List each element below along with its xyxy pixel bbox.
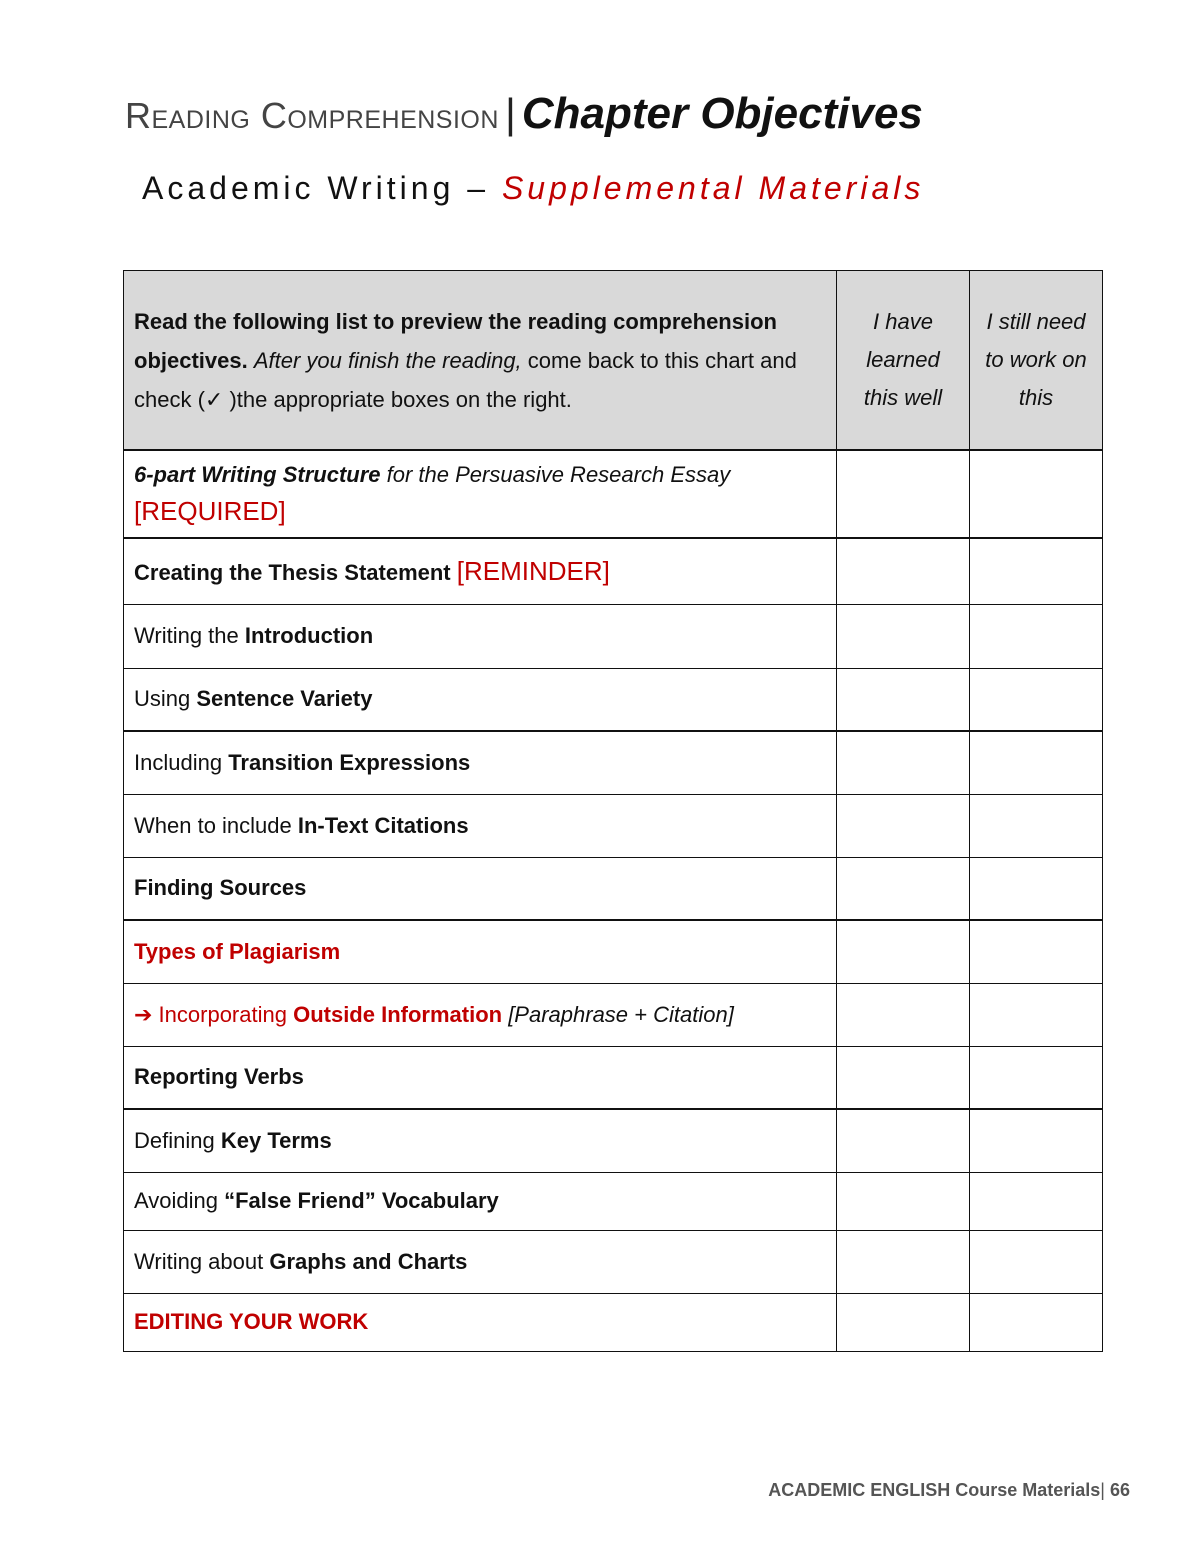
objective-cell: [124, 604, 837, 668]
subtitle-academic-writing: Academic Writing –: [142, 170, 490, 206]
checkbox-learned[interactable]: [837, 450, 970, 538]
checkbox-learned[interactable]: [837, 983, 970, 1046]
objective-text: Types of Plagiarism: [134, 938, 341, 964]
objective-text-bold: In-Text Citations: [297, 812, 469, 838]
table-row: [124, 794, 1103, 857]
instructions-bold: Read the following list to preview the reading comprehension objectives.: [134, 308, 777, 373]
checkbox-need-work[interactable]: [970, 668, 1103, 731]
objective-cell: [124, 857, 837, 920]
checkbox-need-work[interactable]: [970, 731, 1103, 794]
objective-text: Writing the: [134, 623, 245, 648]
objective-cell: [124, 450, 837, 538]
objective-text: When to include: [134, 812, 298, 838]
checkbox-need-work[interactable]: [970, 794, 1103, 857]
table-row: [124, 1293, 1103, 1351]
objective-cell: [124, 920, 837, 983]
required-tag: [REQUIRED]: [134, 496, 286, 526]
column-header-need-work: I still need to work on this: [970, 271, 1103, 451]
title-chapter-objectives: Chapter Objectives: [521, 89, 923, 138]
objective-text: Incorporating: [152, 1001, 294, 1027]
table-row: [124, 920, 1103, 983]
page-number: 66: [1109, 1480, 1130, 1500]
checkbox-learned[interactable]: [837, 668, 970, 731]
objective-text-bold: Introduction: [244, 623, 374, 648]
objective-text-bold: Outside Information: [293, 1001, 503, 1027]
objective-cell: [124, 731, 837, 794]
footer-label: ACADEMIC ENGLISH Course Materials: [768, 1480, 1101, 1500]
objective-cell: [124, 668, 837, 731]
page-title: [125, 86, 923, 144]
objective-cell: [124, 1172, 837, 1230]
objective-text: Including: [134, 749, 229, 775]
objectives-table: [123, 270, 1103, 1352]
objective-text-italic: [Paraphrase + Citation]: [502, 1001, 734, 1027]
objective-text: Defining: [134, 1127, 221, 1153]
checkbox-need-work[interactable]: [970, 538, 1103, 604]
checkbox-need-work[interactable]: [970, 1293, 1103, 1351]
subtitle-supplemental: Supplemental Materials: [501, 170, 925, 206]
checkbox-learned[interactable]: [837, 920, 970, 983]
objective-cell: [124, 1293, 837, 1351]
instructions-rest: come back to this chart and check (✓ )the appropriate boxes on the right.: [134, 347, 797, 412]
table-row: [124, 538, 1103, 604]
table-row: [124, 1172, 1103, 1230]
checkbox-need-work[interactable]: [970, 604, 1103, 668]
title-section: Reading Comprehension: [125, 95, 499, 136]
page-footer: [768, 1480, 1130, 1501]
objective-cell: [124, 794, 837, 857]
checkbox-need-work[interactable]: [970, 1230, 1103, 1293]
objective-cell: [124, 983, 837, 1046]
table-header-row: [124, 271, 1103, 451]
objective-cell: [124, 538, 837, 604]
checkbox-need-work[interactable]: [970, 983, 1103, 1046]
table-row: [124, 857, 1103, 920]
objective-text: Using: [134, 686, 197, 712]
table-row: [124, 731, 1103, 794]
checkbox-learned[interactable]: [837, 857, 970, 920]
objective-text: EDITING YOUR WORK: [134, 1309, 369, 1334]
checkbox-need-work[interactable]: [970, 920, 1103, 983]
objective-cell: [124, 1109, 837, 1172]
instructions-cell: [124, 271, 837, 451]
objective-text: 6-part Writing Structure: [134, 462, 381, 487]
checkbox-learned[interactable]: [837, 1172, 970, 1230]
objective-text-bold: Key Terms: [220, 1127, 332, 1153]
objective-text: Creating the Thesis Statement: [134, 559, 451, 585]
checkbox-learned[interactable]: [837, 731, 970, 794]
objective-text-bold: Transition Expressions: [228, 749, 471, 775]
title-separator: |: [504, 90, 516, 137]
reminder-tag: [REMINDER]: [456, 555, 610, 586]
objective-text: Reporting Verbs: [134, 1064, 304, 1090]
table-row: [124, 604, 1103, 668]
objective-text: Finding Sources: [134, 875, 307, 901]
checkbox-need-work[interactable]: [970, 1172, 1103, 1230]
objective-text-bold: “False Friend” Vocabulary: [224, 1188, 499, 1213]
instructions-italic: After you finish the reading,: [253, 347, 522, 373]
checkbox-learned[interactable]: [837, 538, 970, 604]
checkbox-learned[interactable]: [837, 1046, 970, 1109]
table-row: [124, 668, 1103, 731]
checkbox-learned[interactable]: [837, 1230, 970, 1293]
table-row: [124, 1109, 1103, 1172]
checkbox-learned[interactable]: [837, 1109, 970, 1172]
objective-text: Avoiding: [134, 1188, 225, 1213]
objective-text: Writing about: [134, 1248, 270, 1274]
arrow-right-icon: ➔: [134, 1001, 153, 1027]
checkbox-need-work[interactable]: [970, 857, 1103, 920]
table-row: [124, 450, 1103, 538]
checkbox-need-work[interactable]: [970, 1109, 1103, 1172]
checkbox-learned[interactable]: [837, 604, 970, 668]
objective-cell: [124, 1230, 837, 1293]
checkbox-learned[interactable]: [837, 1293, 970, 1351]
objective-text-bold: Graphs and Charts: [269, 1248, 468, 1274]
page-subtitle: [142, 170, 924, 207]
objective-text-bold: Sentence Variety: [196, 686, 373, 712]
table-row: [124, 1046, 1103, 1109]
objective-text-italic: for the Persuasive Research Essay: [380, 462, 731, 487]
checkbox-need-work[interactable]: [970, 1046, 1103, 1109]
footer-separator: |: [1100, 1480, 1105, 1500]
checkbox-need-work[interactable]: [970, 450, 1103, 538]
table-row: [124, 983, 1103, 1046]
checkbox-learned[interactable]: [837, 794, 970, 857]
objective-cell: [124, 1046, 837, 1109]
column-header-learned: I have learned this well: [837, 271, 970, 451]
table-row: [124, 1230, 1103, 1293]
